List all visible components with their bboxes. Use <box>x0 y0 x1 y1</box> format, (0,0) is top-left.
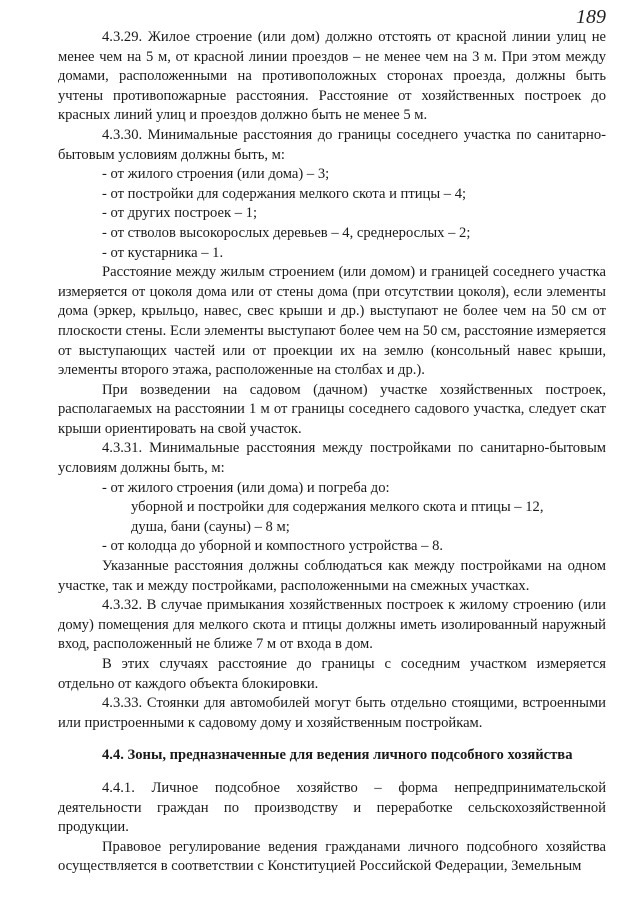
list-item: - от постройки для содержания мелкого скота и птицы – 4; <box>102 185 467 202</box>
list-item: - от других построек – 1; <box>102 205 257 222</box>
list-item: - от кустарника – 1. <box>102 244 224 261</box>
list-subitem: душа, бани (сауны) – 8 м; <box>131 518 290 535</box>
list-subitem: уборной и постройки для содержания мелкого скота и птицы – 12, <box>131 499 544 516</box>
list-item: - от стволов высокорослых деревьев – 4, среднерослых – 2; <box>102 224 471 241</box>
paragraph-distances-apply: Указанные расстояния должны соблюдаться как между постройками на одном участке, так и между постройками, расположенными на смежных участках. <box>58 558 606 594</box>
list-item: - от жилого строения (или дома) и погреба до: <box>102 479 390 496</box>
paragraph-4-3-31: 4.3.31. Минимальные расстояния между постройками по санитарно-бытовым условиям должны быть, м: <box>58 440 606 477</box>
paragraph-4-4-1: 4.4.1. Личное подсобное хозяйство – форма непредпринимательской деятельности граждан по производству и переработке сельскохозяйственной продукции. <box>58 779 606 836</box>
paragraph-roof-slope: При возведении на садовом (дачном) участке хозяйственных построек, располагаемых на расстоянии 1 м от границы соседнего садового участка, следует скат крыши ориентировать на свой участок. <box>58 381 606 437</box>
list-item: - от колодца до уборной и компостного устройства – 8. <box>102 538 444 555</box>
paragraph-legal-regulation: Правовое регулирование ведения гражданами личного подсобного хозяйства осуществляется в соответствии с Конституцией Российской Федерации, Земельным <box>58 838 606 875</box>
paragraph-distance-measure: Расстояние между жилым строением (или домом) и границей соседнего участка измеряется от цоколя дома или от стены дома (при отсутствии цоколя), если элементы дома (эркер, крыльцо, навес, свес крыши и др.) выступают не более чем на 50 см от плоскости стены. Если элементы выступают более чем на 50 см, расстояние измеряется от выступающих частей или от проекции их на землю (консольный навес крыши, элементы второго этажа, расположенные на столбах и др.). <box>58 264 606 379</box>
page-number: 189 <box>576 6 606 28</box>
list-item: - от жилого строения (или дома) – 3; <box>102 166 330 183</box>
paragraph-4-3-33: 4.3.33. Стоянки для автомобилей могут быть отдельно стоящими, встроенными или пристроенными к садовому дому и хозяйственным постройкам. <box>58 695 606 731</box>
paragraph-4-3-32: 4.3.32. В случае примыкания хозяйственных построек к жилому строению (или дому) помещения для мелкого скота и птицы должны иметь изолированный наружный вход, расположенный не ближе 7 м от входа в дом. <box>58 597 606 653</box>
paragraph-blocking: В этих случаях расстояние до границы с соседним участком измеряется отдельно от каждого объекта блокировки. <box>58 656 606 692</box>
document-body <box>58 28 606 877</box>
paragraph-4-3-30: 4.3.30. Минимальные расстояния до границы соседнего участка по санитарно-бытовым условиям должны быть, м: <box>58 126 606 163</box>
section-heading: 4.4. Зоны, предназначенные для ведения личного подсобного хозяйства <box>102 747 573 764</box>
paragraph-4-3-29: 4.3.29. Жилое строение (или дом) должно отстоять от красной линии улиц не менее чем на 5 м, от красной линии проездов – не менее чем на 3 м. При этом между домами, расположенными на противоположных сторонах проезда, должны быть учтены противопожарные расстояния. Расстояние от хозяйственных построек до красных линий улиц и проездов должно быть не менее 5 м. <box>58 29 606 124</box>
